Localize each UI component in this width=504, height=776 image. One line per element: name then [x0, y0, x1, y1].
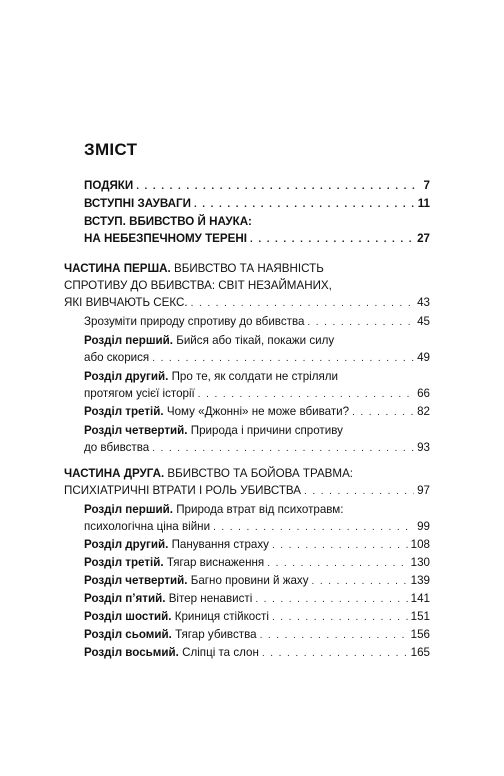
toc-entry-p2-chapter2[interactable]: [84, 537, 430, 554]
chapter-title: Тягар виснаження: [166, 556, 265, 569]
chapter-label: Розділ четвертий.: [84, 574, 188, 587]
toc-entry-page: 49: [417, 351, 430, 364]
leader-dots: [267, 556, 407, 572]
chapter-title: Природа втрат від психотравм:: [176, 503, 344, 516]
toc-entry-title: [84, 591, 252, 607]
toc-entry-page: 43: [417, 296, 430, 309]
chapter-label: Розділ четвертий.: [84, 424, 188, 437]
toc-entry-title: [84, 537, 269, 553]
leader-dots: [262, 646, 408, 662]
part2-title-line1: [64, 466, 353, 482]
toc-entry-introduction[interactable]: [84, 231, 430, 248]
chapter-label: Розділ третій.: [84, 556, 164, 569]
toc-entry-chapter4[interactable]: [84, 440, 430, 457]
leader-dots: [260, 628, 408, 644]
chapter-label: Розділ перший.: [84, 503, 173, 516]
toc-entry-title: [84, 627, 257, 643]
part1-title-line2: СПРОТИВУ ДО ВБИВСТВА: СВІТ НЕЗАЙМАНИХ,: [64, 279, 332, 292]
chapter-title: Чому «Джонні» не може вбивати?: [166, 405, 350, 418]
toc-entry-page: 165: [410, 646, 430, 659]
leader-dots: [304, 484, 414, 500]
leader-dots: [250, 232, 414, 248]
toc-entry-chapter2[interactable]: [84, 386, 430, 403]
toc-entry-chapter1-line1: [84, 333, 334, 349]
toc-entry-title: [84, 555, 264, 571]
chapter-title: Панування страху: [171, 538, 269, 551]
leader-dots: [352, 405, 414, 421]
toc-entry-p2-chapter8[interactable]: [84, 645, 430, 662]
toc-entry-title: [84, 404, 349, 420]
toc-entry-title: або скорися: [84, 351, 150, 364]
leader-dots: [194, 197, 415, 213]
chapter-title: Багно провини й жаху: [190, 574, 309, 587]
leader-dots: [136, 179, 420, 195]
toc-entry-page: 66: [417, 387, 430, 400]
toc-entry-title: ВСТУПНІ ЗАУВАГИ: [84, 197, 191, 210]
toc-entry-part2[interactable]: [64, 483, 430, 500]
toc-entry-page: 82: [417, 405, 430, 418]
chapter-title: Сліпці та слон: [182, 646, 259, 659]
toc-entry-title: Зрозуміти природу спротиву до вбивства: [84, 315, 305, 328]
toc-entry-page: 151: [410, 610, 430, 623]
toc-entry-title: психологічна ціна війни: [84, 520, 211, 533]
chapter-label: Розділ третій.: [84, 405, 164, 418]
toc-entry-title: протягом усієї історії: [84, 387, 195, 400]
toc-entry-page: 27: [417, 232, 430, 245]
chapter-label: Розділ шостий.: [84, 610, 172, 623]
part1-title-line3: ЯКІ ВИВЧАЮТЬ СЕКС.: [64, 296, 188, 309]
toc-entry-p2-chapter5[interactable]: [84, 591, 430, 608]
toc-entry-page: 156: [410, 628, 430, 641]
toc-entry-chapter4-line1: [84, 423, 343, 439]
toc-entry-page: 139: [410, 574, 430, 587]
toc-entry-page: 93: [417, 441, 430, 454]
chapter-label: Розділ другий.: [84, 538, 169, 551]
toc-entry-part1[interactable]: [64, 295, 430, 312]
toc-entry-title: ПОДЯКИ: [84, 179, 134, 192]
leader-dots: [198, 387, 414, 403]
toc-entry-title: [84, 573, 309, 589]
toc-entry-p2-chapter6[interactable]: [84, 609, 430, 626]
toc-entry-p2-chapter3[interactable]: [84, 555, 430, 572]
leader-dots: [213, 520, 414, 536]
leader-dots: [272, 610, 408, 626]
toc-entry-p2-chapter7[interactable]: [84, 627, 430, 644]
leader-dots: [272, 538, 408, 554]
toc-entry-p2-chapter4[interactable]: [84, 573, 430, 590]
leader-dots: [312, 574, 408, 590]
chapter-label: Розділ перший.: [84, 334, 173, 347]
part2-title-line2: ПСИХІАТРИЧНІ ВТРАТИ І РОЛЬ УБИВСТВА: [64, 484, 302, 497]
part1-title-line1: [64, 261, 324, 277]
toc-entry-p2-chapter1[interactable]: [84, 519, 430, 536]
part2-label: ЧАСТИНА ДРУГА.: [64, 467, 165, 480]
toc-entry-introduction-line1: ВСТУП. ВБИВСТВО Й НАУКА:: [84, 215, 252, 228]
toc-entry-chapter3[interactable]: [84, 404, 430, 421]
leader-dots: [191, 296, 414, 312]
toc-entry-title: [84, 609, 269, 625]
chapter-title: Тягар убивства: [175, 628, 257, 641]
chapter-title: Вітер ненависті: [168, 592, 253, 605]
toc-entry-title: до вбивства: [84, 441, 150, 454]
chapter-title: Природа і причини спротиву: [190, 424, 343, 437]
chapter-label: Розділ сьомий.: [84, 628, 172, 641]
chapter-label: Розділ п’ятий.: [84, 592, 166, 605]
toc-entry-acknowledgments[interactable]: [84, 178, 430, 195]
chapter-label: Розділ другий.: [84, 370, 169, 383]
toc-entry-page: 7: [423, 179, 430, 192]
chapter-title: Про те, як солдати не стріляли: [171, 370, 339, 383]
chapter-title: Бийся або тікай, покажи силу: [176, 334, 335, 347]
toc-entry-chapter2-line1: [84, 369, 338, 385]
leader-dots: [152, 441, 414, 457]
toc-heading: ЗМІСТ: [84, 140, 138, 159]
toc-entry-introductory-notes[interactable]: [84, 196, 430, 213]
toc-entry-page: 97: [417, 484, 430, 497]
leader-dots: [307, 315, 414, 331]
toc-entry-chapter1[interactable]: [84, 350, 430, 367]
leader-dots: [255, 592, 407, 608]
toc-entry-page: 130: [410, 556, 430, 569]
chapter-title: Криниця стійкості: [174, 610, 269, 623]
toc-entry-understanding-resistance[interactable]: [84, 314, 430, 331]
toc-entry-p2-chapter1-line1: [84, 502, 344, 518]
toc-entry-page: 108: [410, 538, 430, 551]
leader-dots: [152, 351, 414, 367]
part1-title-rest: ВБИВСТВО ТА НАЯВНІСТЬ: [173, 262, 324, 275]
toc-entry-page: 45: [417, 315, 430, 328]
part2-title-rest: ВБИВСТВО ТА БОЙОВА ТРАВМА:: [167, 467, 354, 480]
part1-label: ЧАСТИНА ПЕРША.: [64, 262, 171, 275]
toc-entry-page: 141: [410, 592, 430, 605]
chapter-label: Розділ восьмий.: [84, 646, 179, 659]
toc-entry-page: 11: [417, 197, 430, 210]
toc-entry-title: [84, 645, 259, 661]
toc-entry-page: 99: [417, 520, 430, 533]
toc-entry-title: НА НЕБЕЗПЕЧНОМУ ТЕРЕНІ: [84, 232, 247, 245]
